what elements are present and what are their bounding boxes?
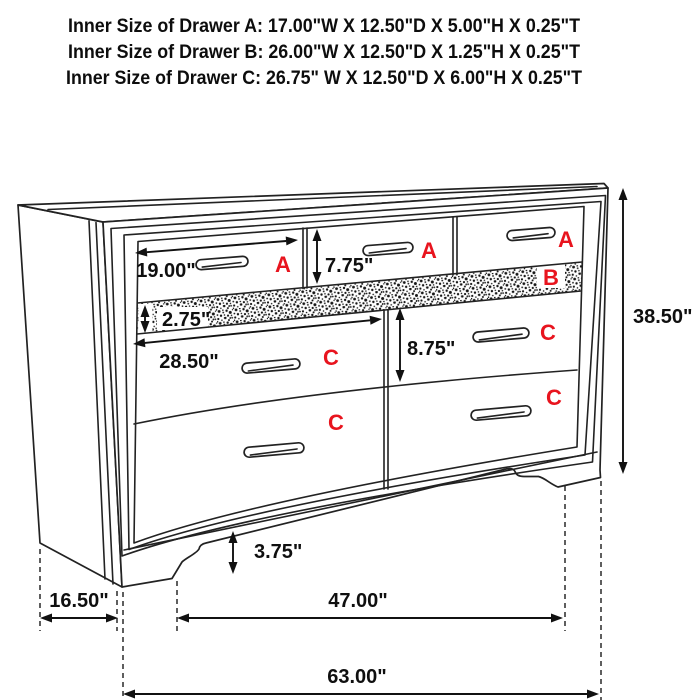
header-text-block bbox=[66, 15, 582, 89]
dim-label: 3.75" bbox=[254, 541, 303, 563]
dim-label: 63.00" bbox=[327, 666, 387, 688]
drawer-letter-c-bottom-right: C bbox=[546, 385, 562, 410]
drawer-letter-a3: A bbox=[558, 227, 574, 252]
dim-label: 28.50" bbox=[159, 351, 219, 373]
header-line-drawer-b: Inner Size of Drawer B: 26.00"W X 12.50"D X 1.25"H X 0.25"T bbox=[68, 41, 581, 63]
drawer-letter-a2: A bbox=[421, 238, 437, 263]
header-line-drawer-c: Inner Size of Drawer C: 26.75" W X 12.50"D X 6.00"H X 0.25"T bbox=[66, 67, 583, 89]
header-line-drawer-a: Inner Size of Drawer A: 17.00"W X 12.50"D X 5.00"H X 0.25"T bbox=[68, 15, 581, 37]
drawer-letter-c-bottom-left: C bbox=[328, 410, 344, 435]
dim-label: 7.75" bbox=[325, 255, 374, 277]
dim-label: 8.75" bbox=[407, 338, 456, 360]
dim-label: 47.00" bbox=[328, 590, 388, 612]
dim-label: 19.00" bbox=[136, 260, 196, 282]
drawer-letter-c-top-left: C bbox=[323, 345, 339, 370]
dim-label: 16.50" bbox=[49, 590, 109, 612]
dim-label: 2.75" bbox=[162, 309, 211, 331]
drawer-letter-a1: A bbox=[275, 252, 291, 277]
dim-label: 38.50" bbox=[633, 306, 693, 328]
drawer-letter-c-top-right: C bbox=[540, 320, 556, 345]
drawer-letter-b: B bbox=[543, 265, 559, 290]
dimension-side-depth bbox=[40, 590, 118, 623]
